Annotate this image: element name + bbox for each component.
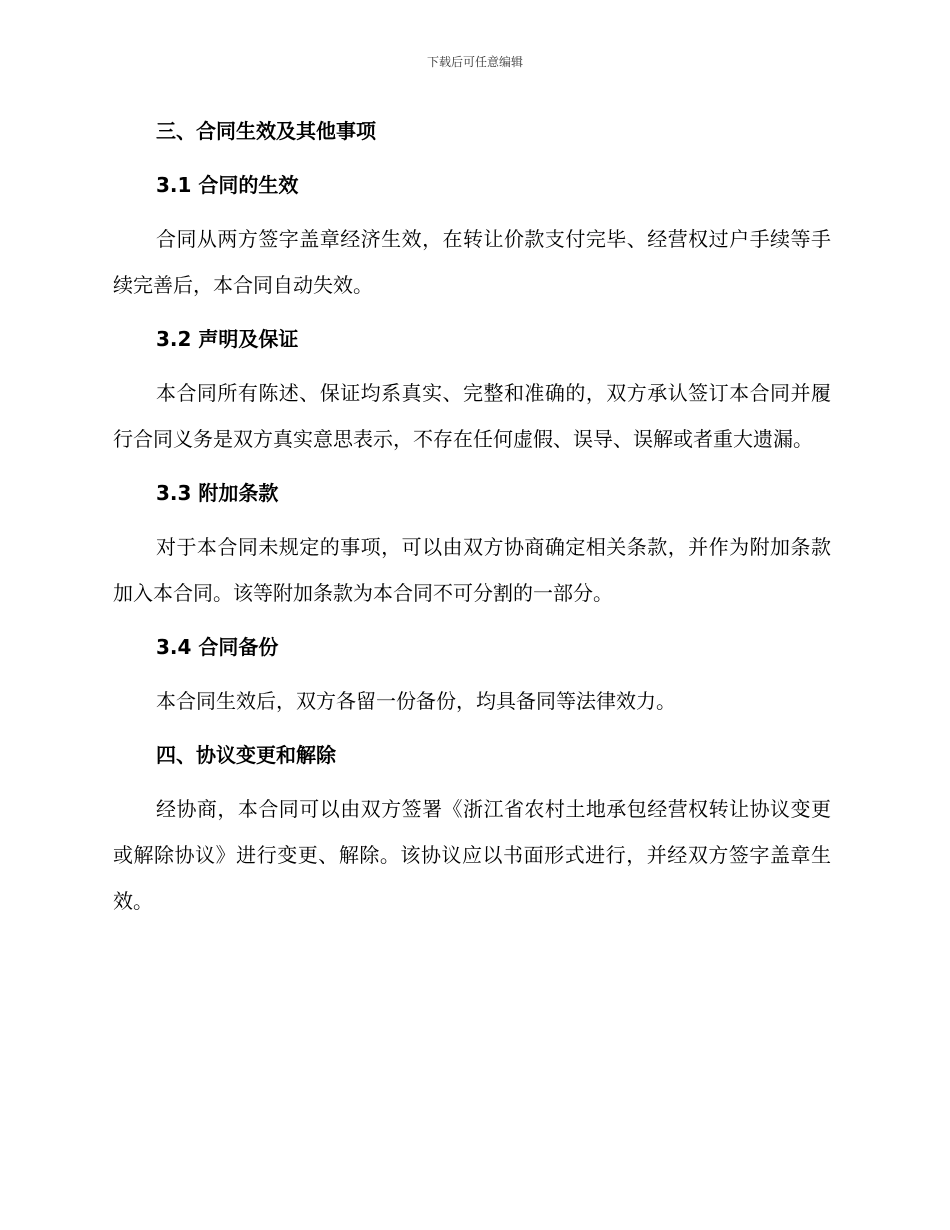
section-3-heading: 三、合同生效及其他事项: [156, 119, 376, 143]
section-3-1-heading: 3.1 合同的生效: [156, 173, 299, 197]
document-body: [113, 108, 831, 932]
section-4-paragraph: 经协商，本合同可以由双方签署《浙江省农村土地承包经营权转让协议变更或解除协议》进行变更、解除。该协议应以书面形式进行，并经双方签字盖章生效。: [113, 797, 831, 913]
section-3-2-heading: 3.2 声明及保证: [156, 327, 299, 351]
section-3-4-paragraph: 本合同生效后，双方各留一份备份，均具备同等法律效力。: [156, 689, 676, 713]
page-header-note: 下载后可任意编辑: [426, 55, 523, 69]
section-3-3-paragraph: 对于本合同未规定的事项，可以由双方协商确定相关条款，并作为附加条款加入本合同。该等附加条款为本合同不可分割的一部分。: [113, 535, 831, 605]
section-3-3-heading: 3.3 附加条款: [156, 481, 279, 505]
section-3-4-heading: 3.4 合同备份: [156, 635, 279, 659]
section-3-2-paragraph: 本合同所有陈述、保证均系真实、完整和准确的，双方承认签订本合同并履行合同义务是双方真实意思表示，不存在任何虚假、误导、误解或者重大遗漏。: [113, 381, 831, 451]
section-3-1-paragraph: 合同从两方签字盖章经济生效，在转让价款支付完毕、经营权过户手续等手续完善后，本合同自动失效。: [113, 227, 831, 297]
section-4-heading: 四、协议变更和解除: [156, 743, 336, 767]
